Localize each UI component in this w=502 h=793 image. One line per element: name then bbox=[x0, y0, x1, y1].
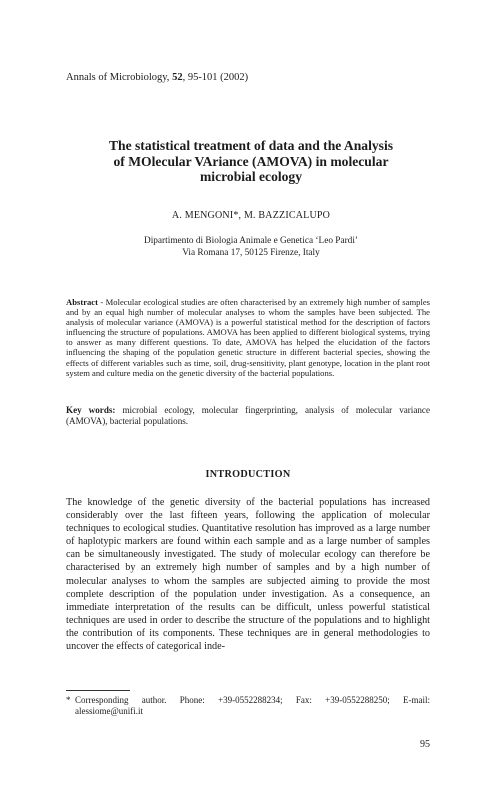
author-list: A. MENGONI*, M. BAZZICALUPO bbox=[171, 210, 331, 221]
title-line: of MOlecular VAriance (AMOVA) in molecular bbox=[113, 153, 389, 169]
section-heading: INTRODUCTION bbox=[205, 469, 291, 480]
abstract-label: Abstract bbox=[66, 297, 98, 307]
abstract-text: - Molecular ecological studies are often characterised by an extremely high number of samples and by an equal high number of molecular analyses to whom the samples have been subjected. The analysis of molecular variance (AMOVA) is a powerful statistical method for the description of factors influencing the structure of populations. AMOVA has been applied to different biological systems, trying to answer as many different questions. To date, AMOVA has helped the elucidation of the factors influencing the shaping of the population genetic structure in different bacterial species, showing the effects of different variables such as time, soil, drug-sensitivity, plant genotype, location in the plant root system and culture media on the genetic diversity of the bacterial populations. bbox=[66, 297, 430, 378]
journal-citation bbox=[66, 72, 248, 83]
affiliation-line: Dipartimento di Biologia Animale e Genetica ‘Leo Pardi’ bbox=[143, 236, 359, 246]
affiliation bbox=[66, 236, 436, 259]
affiliation-line: Via Romana 17, 50125 Firenze, Italy bbox=[182, 247, 320, 258]
footnote bbox=[66, 695, 430, 717]
keywords-text: microbial ecology, molecular fingerprinting, analysis of molecular variance (AMOVA), bacterial populations. bbox=[66, 405, 430, 427]
journal-name: Annals of Microbiology, bbox=[66, 72, 170, 83]
journal-volume: 52 bbox=[172, 72, 183, 83]
abstract bbox=[66, 297, 430, 378]
footnote-mark: * bbox=[66, 695, 71, 705]
keywords-label: Key words: bbox=[66, 405, 116, 415]
title-line: microbial ecology bbox=[199, 169, 303, 184]
footnote-text: Corresponding author. Phone: +39-0552288234; Fax: +39-0552288250; E-mail: alessiome@unifi.it bbox=[75, 695, 430, 717]
title-line: The statistical treatment of data and the Analysis bbox=[108, 138, 394, 153]
paper-title bbox=[66, 138, 436, 185]
footnote-divider bbox=[66, 690, 130, 691]
journal-pages-year: , 95-101 (2002) bbox=[182, 72, 249, 83]
keywords bbox=[66, 405, 430, 427]
introduction-paragraph: The knowledge of the genetic diversity of the bacterial populations has increased considerably over the last fifteen years, following the application of molecular techniques to ecological studies. Quantitative resolution has improved as a large number of haplotypic markers are found within each sample and as a large number of samples can be simultaneously investigated. The study of molecular ecology can therefore be characterised by an extremely high number of samples and by a high number of molecular analyses to whom the samples are subjected aiming to provide the most complete description of the population under investigation. As a consequence, an immediate interpretation of the results can be difficult, unless powerful statistical techniques are used in order to describe the structure of the populations and to highlight the contribution of its components. These techniques are in general methodologies to uncover the effects of categorical inde- bbox=[66, 497, 430, 653]
page-number: 95 bbox=[420, 739, 430, 750]
